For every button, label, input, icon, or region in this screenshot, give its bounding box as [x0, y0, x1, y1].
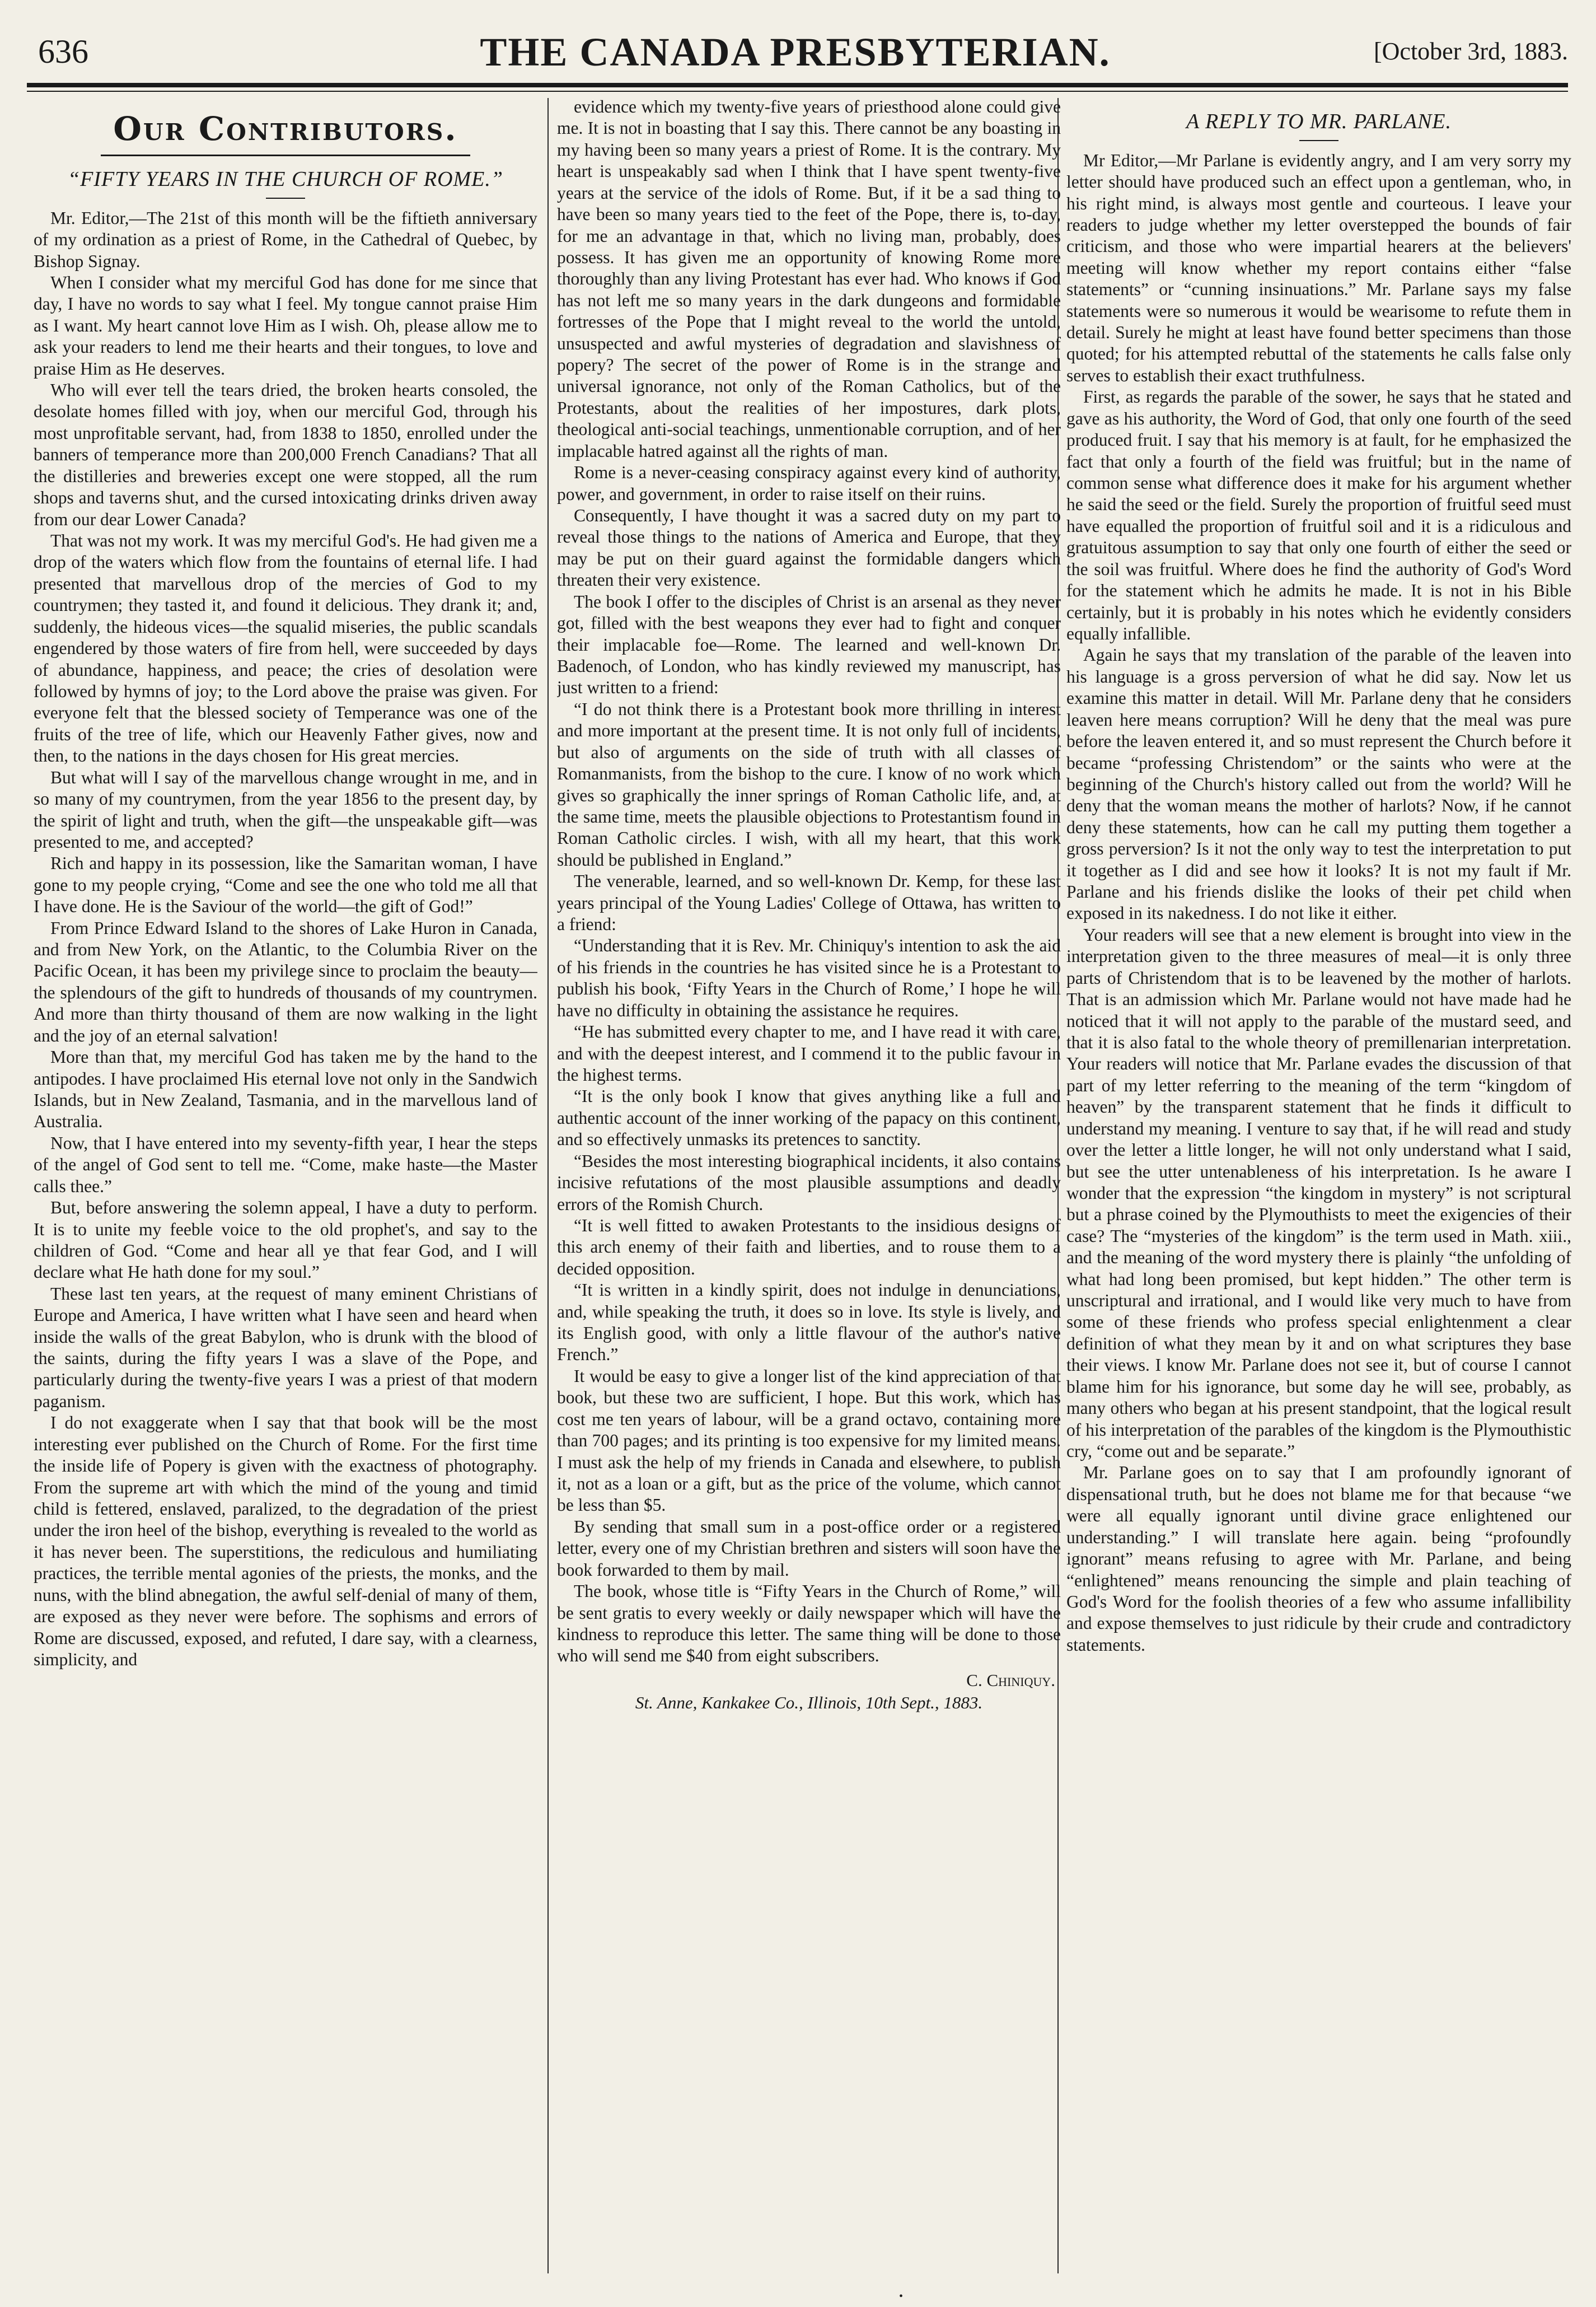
dateline: St. Anne, Kankakee Co., Illinois, 10th Sept., 1883. — [635, 1692, 983, 1712]
paper-title: THE CANADA PRESBYTERIAN. — [480, 30, 1111, 74]
paragraph: “He has submitted every chapter to me, and I have read it with care, and with the deepest interest, and I commend it to the public favour in the highest terms. — [557, 1022, 1061, 1085]
article-body-fifty-years — [34, 208, 537, 1671]
paragraph: It would be easy to give a longer list of the kind appreciation of that book, but these two are sufficient, I hope. But this work, which has cost me ten years of labour, will be a grand octavo, containing more than 700 pages; and its printing is too expensive for my limited means. I must ask the help of my friends in Canada and elsewhere, to publish it, not as a loan or a gift, but as the price of the volume, which cannot be less than $5. — [557, 1366, 1061, 1515]
paragraph: More than that, my merciful God has taken me by the hand to the antipodes. I have proclaimed His eternal love not only in the Sandwich Islands, but in New Zealand, Tasmania, and in the marvellous land of Australia. — [34, 1047, 537, 1132]
masthead-rule-thin — [27, 91, 1568, 92]
paragraph: The book, whose title is “Fifty Years in the Church of Rome,” will be sent gratis to every weekly or daily newspaper which will have the kindness to reproduce this letter. The same thing will be done to those who will send me $40 from eight subscribers. — [557, 1581, 1061, 1666]
paragraph: Rich and happy in its possession, like the Samaritan woman, I have gone to my people crying, “Come and see the one who told me all that I have done. He is the Saviour of the world—the gift of God!” — [34, 853, 537, 917]
issue-date: [October 3rd, 1883. — [1373, 38, 1568, 65]
title-rule — [266, 198, 305, 199]
page-number: 636 — [38, 33, 88, 70]
paragraph: I do not exaggerate when I say that that book will be the most interesting ever published on the Church of Rome. For the first time the inside life of Popery is given with the exactness of photography. From the supreme art with which the mind of the young and timid child is fettered, enslaved, paralized, to the degradation of the priest under the iron heel of the bishop, everything is revealed to the world as it has never been. The superstitions, the rediculous and humiliating practices, the terrible mental agonies of the priests, the monks, and the nuns, with the blind abnegation, the awful self-denial of many of them, are exposed as they never were before. The sophisms and errors of Rome are discussed, exposed, and refuted, I dare say, with a clearness, simplicity, and — [34, 1413, 537, 1669]
article-title-reply: A REPLY TO MR. PARLANE. — [1186, 110, 1452, 133]
paragraph: Consequently, I have thought it was a sacred duty on my part to reveal those things to the nations of America and Europe, that they may be put on their guard against the formidable dangers which threaten their very existence. — [557, 506, 1061, 590]
column-3 — [1066, 96, 1571, 2275]
author-signature: C. Chiniquy. — [966, 1670, 1055, 1690]
article-body-continued — [557, 96, 1061, 1667]
paragraph: Mr. Parlane goes on to say that I am profoundly ignorant of dispensational truth, but he does not blame me for that because “we were all equally ignorant until divine grace enlightened our understanding.” I will translate here again. being “profoundly ignorant” means refusing to agree with Mr. Parlane, and being “enlightened” means renouncing the simple and plain teaching of God's Word for the foolish theories of a few who assume infallibility and expose themselves to just ridicule by their crude and contradictory statements. — [1066, 1463, 1571, 1655]
article-body-reply — [1066, 150, 1571, 1656]
column-1 — [34, 96, 537, 2275]
paragraph: Now, that I have entered into my seventy-fifth year, I hear the steps of the angel of God sent to tell me. “Come, make haste—the Master calls thee.” — [34, 1133, 537, 1196]
paragraph: “It is written in a kindly spirit, does not indulge in denunciations, and, while speaking the truth, it does so in love. Its style is lively, and its English good, with only a little flavour of the author's native French.” — [557, 1280, 1061, 1365]
column-2 — [557, 96, 1061, 2275]
paragraph: Rome is a never-ceasing conspiracy against every kind of authority, power, and government, in order to raise itself on their ruins. — [557, 463, 1061, 504]
paragraph: “Understanding that it is Rev. Mr. Chiniquy's intention to ask the aid of his friends in the countries he has visited since he is a Protestant to publish his book, ‘Fifty Years in the Church of Rome,’ I hope he will have no difficulty in obtaining the assistance he requires. — [557, 936, 1061, 1020]
paragraph: The venerable, learned, and so well-known Dr. Kemp, for these last years principal of the Young Ladies' College of Ottawa, has written to a friend: — [557, 871, 1061, 935]
paragraph: But, before answering the solemn appeal, I have a duty to perform. It is to unite my feeble voice to the old prophet's, and say to the children of God. “Come and hear all ye that fear God, and I will declare what He hath done for my soul.” — [34, 1198, 537, 1282]
paragraph: By sending that small sum in a post-office order or a registered letter, every one of my Christian brethren and sisters will soon have the book forwarded to them by mail. — [557, 1516, 1061, 1580]
paragraph: That was not my work. It was my merciful God's. He had given me a drop of the waters which flow from the fountains of eternal life. I had presented that marvellous drop of the mercies of God to my countrymen; they tasted it, and found it delicious. They drank it; and, suddenly, the hideous vices—the squalid miseries, the public scandals engendered by those waters of fire from hell, were succeeded by days of abundance, happiness, and peace; the cries of desolation were followed by hymns of joy; to the Lord above the praise was given. For everyone felt that the blessed society of Temperance was one of the fruits of the tree of life, which our Heavenly Father gives, now and then, to the nations in the days chosen for His great mercies. — [34, 531, 537, 766]
title-rule — [1299, 140, 1338, 141]
column-divider — [547, 98, 549, 2273]
section-heading: Our Contributors. — [113, 110, 458, 148]
article-title-fifty-years: “FIFTY YEARS IN THE CHURCH OF ROME.” — [67, 167, 504, 191]
paragraph: “Besides the most interesting biographical incidents, it also contains incisive refutations of the most plausible assumptions and deadly errors of the Romish Church. — [557, 1151, 1061, 1214]
print-mark: • — [899, 2290, 904, 2303]
paragraph: “I do not think there is a Protestant book more thrilling in interest and more important at the present time. It is not only full of incidents, but also of arguments on the side of truth with all classes of Romanmanists, from the bishop to the cure. I know of no work which gives so graphically the inner springs of Roman Catholic life, and, at the same time, meets the plausible objections to Protestantism found in Roman Catholic circles. I wish, with all my heart, that this work should be published in England.” — [557, 699, 1061, 870]
paragraph: Who will ever tell the tears dried, the broken hearts consoled, the desolate homes filled with joy, when our merciful God, through his most unprofitable servant, had, from 1838 to 1850, enrolled under the banners of temperance more than 200,000 French Canadians? That all the distilleries and breweries except one were stopped, all the rum shops and taverns shut, and the cursed intoxicating drinks driven away from our dear Lower Canada? — [34, 380, 537, 529]
paragraph: First, as regards the parable of the sower, he says that he stated and gave as his authority, the Word of God, that only one fourth of the seed produced fruit. I say that his memory is at fault, for he emphasized the fact that only a fourth of the field was fruitful; but in the name of common sense what difference does it make for his argument whether he said the seed or the field. Surely the proportion of fruitful seed must have equalled the proportion of fruitful soil and it is a ridiculous and gratuitous assumption to say that only one fourth of either the seed or the soil was fruitful. Where does he find the authority of God's Word for the statement which he admits he made. It is not in his Bible certainly, but it is probably in his notes which he evidently considers equally infallible. — [1066, 387, 1571, 643]
paragraph: But what will I say of the marvellous change wrought in me, and in so many of my countrymen, from the year 1856 to the present day, by the spirit of light and truth, when the gift—the unspeakable gift—was presented to me, and accepted? — [34, 767, 537, 852]
paragraph: “It is well fitted to awaken Protestants to the insidious designs of this arch enemy of their faith and liberties, and to rouse them to a decided opposition. — [557, 1215, 1061, 1278]
paragraph: Mr. Editor,—The 21st of this month will be the fiftieth anniversary of my ordination as a priest of Rome, in the Cathedral of Quebec, by Bishop Signay. — [34, 208, 537, 271]
paragraph: evidence which my twenty-five years of priesthood alone could give me. It is not in boasting that I say this. There cannot be any boasting in my having been so many years a priest of Rome. It is the contrary. My heart is unspeakably sad when I think that I have spent twenty-five years at the service of the idols of Rome. But, if it be a sad thing to have been so many years tied to the feet of the Pope, there is, to-day, for me an advantage in that, which no living man, probably, does possess. It has given me an opportunity of knowing Rome more thoroughly than any living Protestant has ever had. Who knows if God has not left me so many years in the dark dungeons and formidable fortresses of the Pope that I might reveal to the world the untold, unsuspected and awful mysteries of degradation and slavishness of popery? The secret of the power of Rome is in the strange and universal ignorance, not only of the Roman Catholics, but of the Protestants, about the realities of her impostures, dark plots, theological anti-social teachings, unmentionable corruption, and of her implacable hatred against all the rights of man. — [557, 97, 1061, 461]
paragraph: “It is the only book I know that gives anything like a full and authentic account of the inner working of the papacy on this continent, and so effectively unmasks its pretences to sanctity. — [557, 1086, 1061, 1150]
paragraph: When I consider what my merciful God has done for me since that day, I have no words to say what I feel. My tongue cannot praise Him as I want. My heart cannot love Him as I wish. Oh, please allow me to ask your readers to lend me their hearts and their tongues, to love and praise Him as He deserves. — [34, 272, 537, 379]
paragraph: Again he says that my translation of the parable of the leaven into his language is a gross perversion of what he did say. Now let us examine this matter in detail. Will Mr. Parlane deny that he considers leaven here means corruption? Will he deny that the meal was pure before the leaven entered it, and so must represent the Church before it became “professing Christendom” or the saints who were at the beginning of the Church's history called out from the world? Will he deny that the woman means the mother of harlots? Now, if he cannot deny these statements, how can he call my putting them together a gross perversion? Is it not the only way to test the interpretation to put it together as I did and see how it looks? It is not my fault if Mr. Parlane and his friends dislike the looks of their pet child when exposed in its nakedness. I do not like it either. — [1066, 645, 1571, 923]
paragraph: From Prince Edward Island to the shores of Lake Huron in Canada, and from New York, on the Atlantic, to the Columbia River on the Pacific Ocean, it has been my privilege since to proclaim the beauty—the splendours of the gift to hundreds of thousands of my countrymen. And more than thirty thousand of them are now walking in the light and the joy of an eternal salvation! — [34, 918, 537, 1045]
paragraph: The book I offer to the disciples of Christ is an arsenal as they never got, filled with the best weapons they ever had to fight and conquer their implacable foe—Rome. The learned and well-known Dr. Badenoch, of London, who has kindly reviewed my manuscript, has just written to a friend: — [557, 591, 1061, 698]
paragraph: Your readers will see that a new element is brought into view in the interpretation given to the three measures of meal—it is only three parts of Christendom that is to be leavened by the mother of harlots. That is an admission which Mr. Parlane would not have made had he noticed that it will not apply to the parable of the mustard seed, and that it is also fatal to the whole theory of premillenarian interpretation. Your readers will notice that Mr. Parlane evades the discussion of that part of my letter referring to the meaning of the term “kingdom of heaven” by the transparent statement that he finds it difficult to understand my meaning. I venture to say that, if he will read and study over the letter a little longer, he will not only understand what I said, but see the utter untenableness of his interpretation. Is he aware I wonder that the expression “the kingdom in mystery” is not scriptural but a phrase coined by the Plymouthists to meet the exigencies of their case? The “mysteries of the kingdom” is the term used in Math. xiii., and the meaning of the word mystery there is plainly “the unfolding of what had long been promised, but kept hidden.” The other term is unscriptural and irrational, and I would like very much to have from some of these friends who profess special enlightenment a clear definition of what they mean by it and on what scriptures they base their views. I know Mr. Parlane does not see it, but of course I cannot blame him for his ignorance, but some day he will see, probably, as many others who began at his present standpoint, that the logical result of his interpretation of the parables of the kingdom is the Plymouthistic cry, “come out and be separate.” — [1066, 924, 1571, 1461]
masthead-rule-thick — [27, 83, 1568, 87]
paragraph: These last ten years, at the request of many eminent Christians of Europe and America, I have written what I have seen and heard when inside the walls of the great Babylon, who is drunk with the blood of the saints, during the fifty years I was a slave of the Pope, and particularly during the twenty-five years I was a priest of that modern paganism. — [34, 1283, 537, 1411]
section-rule — [101, 155, 470, 156]
masthead — [22, 22, 1568, 84]
paragraph: Mr Editor,—Mr Parlane is evidently angry, and I am very sorry my letter should have produced such an effect upon a gentleman, who, in his right mind, is always most gentle and courteous. I leave your readers to judge whether my letter overstepped the bounds of fair criticism, and those who were impartial hearers at the believers' meeting will know whether my report contains either “false statements” or “cunning insinuations.” Mr. Parlane says my false statements were so numerous it would be wearisome to refute them in detail. Surely he might at least have found better specimens than those quoted; for his attempted rebuttal of the statements he calls false only serves to establish their exact truthfulness. — [1066, 150, 1571, 385]
